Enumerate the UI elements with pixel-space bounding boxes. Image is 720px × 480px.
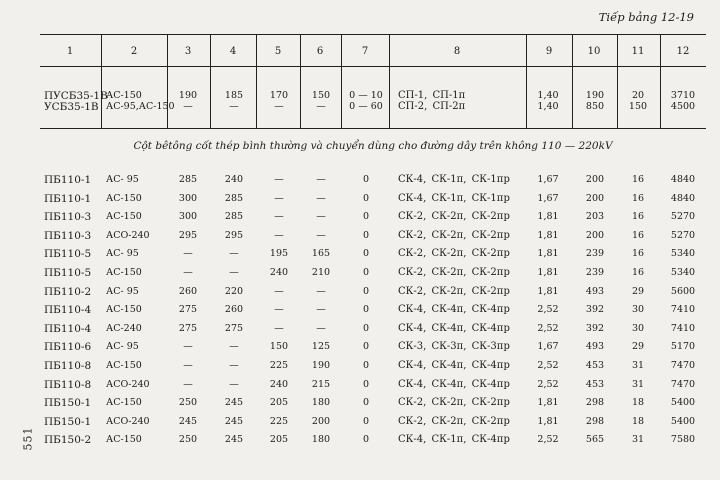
pole-type: ПБ110-1 xyxy=(44,192,92,205)
cell: — xyxy=(316,285,326,297)
page-number: 551 xyxy=(21,426,35,451)
cell: 1,67 xyxy=(537,192,559,204)
cell: 200 xyxy=(585,229,605,241)
cell: 1,67 xyxy=(537,341,559,353)
table-caption: Tiếp bảng 12-19 xyxy=(598,10,694,24)
cell: 275 xyxy=(178,322,198,334)
cell: 0 xyxy=(362,174,370,185)
pole-type: ПБ110-4 xyxy=(44,322,92,335)
cell: 260 xyxy=(224,304,244,316)
cell: 392 xyxy=(585,322,605,334)
column-header: 6 xyxy=(316,46,324,57)
cell: 4840 xyxy=(670,174,696,185)
cell: 16 xyxy=(631,248,645,260)
table-row xyxy=(0,431,720,449)
table-row xyxy=(0,283,720,301)
cell: 220 xyxy=(224,285,244,297)
cell: 565 xyxy=(585,434,605,446)
cell: 200 xyxy=(311,415,331,427)
conductor: АС-95,АС-150 xyxy=(106,101,175,112)
cell: 29 xyxy=(631,341,645,353)
cell: 20 xyxy=(631,90,645,101)
cell: 1,40 xyxy=(537,90,559,101)
table-row xyxy=(0,320,720,338)
column-header: 4 xyxy=(229,46,237,57)
cell: СК-2, СК-2п, СК-2пр xyxy=(398,415,510,427)
cell: — xyxy=(183,248,193,260)
cell: 2,52 xyxy=(537,322,559,334)
cell: 215 xyxy=(311,378,331,390)
cell: 0 xyxy=(362,341,370,353)
pole-type: ПБ110-3 xyxy=(44,229,92,242)
cell: 285 xyxy=(224,211,244,223)
cell: СК-2, СК-2п, СК-2пр xyxy=(398,211,510,223)
cell: 5270 xyxy=(670,229,696,241)
cell: 295 xyxy=(178,229,198,241)
cell: 7410 xyxy=(670,322,696,334)
cell: — xyxy=(274,285,284,297)
cell: 0 — 10 xyxy=(349,90,383,101)
cell: 298 xyxy=(585,415,605,427)
cell: 1,81 xyxy=(537,397,559,409)
cell: СК-4, СК-4п, СК-4пр xyxy=(398,378,510,390)
cell: 30 xyxy=(631,304,645,316)
cell: — xyxy=(229,360,239,371)
cell: 150 xyxy=(269,341,289,353)
cell: — xyxy=(316,322,326,334)
cell: — xyxy=(183,341,193,353)
pole-type: ПБ110-3 xyxy=(44,211,92,224)
table-row xyxy=(0,376,720,394)
conductor: АСО-240 xyxy=(106,415,150,427)
cell: 245 xyxy=(224,415,244,427)
cell: СК-4, СК-4п, СК-4пр xyxy=(398,322,510,334)
conductor: АС-150 xyxy=(106,192,142,204)
conductor: АС-150 xyxy=(106,397,142,409)
pole-type: ПУСБ35-1В xyxy=(44,90,108,102)
pole-type: ПБ110-6 xyxy=(44,341,92,354)
table-row xyxy=(0,301,720,319)
pole-type: ПБ150-1 xyxy=(44,415,92,428)
cell: 300 xyxy=(178,211,198,223)
cell: — xyxy=(274,192,284,204)
cell: 5340 xyxy=(670,248,696,260)
table-row xyxy=(0,208,720,226)
cell: 165 xyxy=(311,248,331,260)
cell: 260 xyxy=(178,285,198,297)
conductor: АС-150 xyxy=(106,360,142,371)
cell: — xyxy=(229,267,239,278)
cell: 453 xyxy=(585,360,605,371)
cell: 180 xyxy=(311,397,331,409)
column-header: 8 xyxy=(453,46,461,57)
pole-type: ПБ150-1 xyxy=(44,397,92,410)
conductor: АС- 95 xyxy=(106,248,139,260)
conductor: АС-150 xyxy=(106,434,142,446)
cell: СК-2, СК-2п, СК-2пр xyxy=(398,229,510,241)
pole-type: ПБ110-5 xyxy=(44,267,92,279)
cell: 203 xyxy=(585,211,605,223)
pole-type: ПБ110-8 xyxy=(44,378,92,391)
cell: 125 xyxy=(311,341,331,353)
cell: — xyxy=(274,322,284,334)
cell: СП-2, СП-2п xyxy=(398,101,466,112)
cell: 5600 xyxy=(670,285,696,297)
cell: 16 xyxy=(631,174,645,185)
cell: 1,67 xyxy=(537,174,559,185)
cell: 1,81 xyxy=(537,415,559,427)
cell: СК-4, СК-4п, СК-4пр xyxy=(398,304,510,316)
header-bottom-rule xyxy=(40,66,706,67)
cell: 0 xyxy=(362,229,370,241)
cell: 210 xyxy=(311,267,331,278)
table-row xyxy=(0,394,720,412)
cell: 180 xyxy=(311,434,331,446)
cell: 18 xyxy=(631,415,645,427)
cell: — xyxy=(316,192,326,204)
cell: 5170 xyxy=(670,341,696,353)
pole-type: ПБ150-2 xyxy=(44,434,92,447)
cell: 16 xyxy=(631,267,645,278)
cell: 5270 xyxy=(670,211,696,223)
conductor: АС-150 xyxy=(106,304,142,316)
cell: 16 xyxy=(631,229,645,241)
cell: 0 xyxy=(362,378,370,390)
cell: 16 xyxy=(631,211,645,223)
column-header: 10 xyxy=(587,46,601,57)
pole-type: ПБ110-4 xyxy=(44,304,92,317)
cell: 3710 xyxy=(670,90,696,101)
cell: 225 xyxy=(269,415,289,427)
cell: 240 xyxy=(269,378,289,390)
cell: 0 xyxy=(362,192,370,204)
cell: 1,81 xyxy=(537,285,559,297)
cell: 2,52 xyxy=(537,378,559,390)
cell: 0 — 60 xyxy=(349,101,383,112)
table-row xyxy=(0,245,720,263)
cell: 1,81 xyxy=(537,211,559,223)
table-row xyxy=(0,101,720,119)
table-row xyxy=(0,171,720,189)
cell: — xyxy=(183,360,193,371)
cell: СК-2, СК-2п, СК-2пр xyxy=(398,248,510,260)
cell: 7470 xyxy=(670,378,696,390)
cell: 0 xyxy=(362,434,370,446)
cell: 170 xyxy=(269,90,289,101)
cell: — xyxy=(229,378,239,390)
cell: 0 xyxy=(362,211,370,223)
cell: — xyxy=(316,174,326,185)
cell: 5400 xyxy=(670,415,696,427)
cell: — xyxy=(274,101,284,112)
table-row xyxy=(0,338,720,356)
cell: 453 xyxy=(585,378,605,390)
cell: 0 xyxy=(362,285,370,297)
cell: 245 xyxy=(178,415,198,427)
cell: 1,81 xyxy=(537,229,559,241)
cell: 5400 xyxy=(670,397,696,409)
cell: СК-4, СК-1п, СК-1пр xyxy=(398,192,510,204)
cell: — xyxy=(183,101,193,112)
cell: 2,52 xyxy=(537,434,559,446)
cell: 29 xyxy=(631,285,645,297)
cell: СК-2, СК-2п, СК-2пр xyxy=(398,285,510,297)
conductor: АС-150 xyxy=(106,267,142,278)
pole-type: ПБ110-8 xyxy=(44,360,92,372)
conductor: АСО-240 xyxy=(106,378,150,390)
cell: 16 xyxy=(631,192,645,204)
cell: 245 xyxy=(224,397,244,409)
cell: 30 xyxy=(631,322,645,334)
cell: 0 xyxy=(362,304,370,316)
cell: 200 xyxy=(585,174,605,185)
cell: — xyxy=(316,304,326,316)
cell: 0 xyxy=(362,322,370,334)
cell: 4500 xyxy=(670,101,696,112)
cell: — xyxy=(183,378,193,390)
pole-type: ПБ110-1 xyxy=(44,174,92,186)
cell: — xyxy=(229,101,239,112)
cell: 240 xyxy=(224,174,244,185)
cell: 0 xyxy=(362,248,370,260)
cell: 275 xyxy=(224,322,244,334)
cell: СК-3, СК-3п, СК-3пр xyxy=(398,341,510,353)
cell: 493 xyxy=(585,285,605,297)
cell: 300 xyxy=(178,192,198,204)
table-row xyxy=(0,190,720,208)
cell: 0 xyxy=(362,360,370,371)
cell: — xyxy=(316,229,326,241)
cell: 195 xyxy=(269,248,289,260)
cell: 5340 xyxy=(670,267,696,278)
cell: 2,52 xyxy=(537,360,559,371)
cell: — xyxy=(316,211,326,223)
column-header: 2 xyxy=(130,46,138,57)
pole-type: ПБ110-2 xyxy=(44,285,92,298)
cell: 1,40 xyxy=(537,101,559,112)
cell: 4840 xyxy=(670,192,696,204)
cell: 7580 xyxy=(670,434,696,446)
cell: 225 xyxy=(269,360,289,371)
column-header: 7 xyxy=(361,46,369,57)
cell: — xyxy=(274,174,284,185)
cell: 7470 xyxy=(670,360,696,371)
cell: 295 xyxy=(224,229,244,241)
cell: 150 xyxy=(311,90,331,101)
cell: 190 xyxy=(585,90,605,101)
column-header: 3 xyxy=(184,46,192,57)
cell: СК-2, СК-2п, СК-2пр xyxy=(398,397,510,409)
cell: 239 xyxy=(585,267,605,278)
cell: 285 xyxy=(224,192,244,204)
cell: 205 xyxy=(269,434,289,446)
section-title: Cột bêtông cốt thép bình thường và chuyển dùng cho đường dây trên không 110 — 220kV xyxy=(133,140,613,152)
cell: 18 xyxy=(631,397,645,409)
cell: СК-2, СК-2п, СК-2пр xyxy=(398,267,510,278)
cell: 0 xyxy=(362,397,370,409)
conductor: АС-150 xyxy=(106,211,142,223)
cell: 240 xyxy=(269,267,289,278)
cell: СК-4, СК-1п, СК-4пр xyxy=(398,434,510,446)
table-row xyxy=(0,227,720,245)
cell: — xyxy=(183,267,193,278)
column-header: 11 xyxy=(631,46,645,57)
cell: 2,52 xyxy=(537,304,559,316)
cell: 1,81 xyxy=(537,248,559,260)
cell: 7410 xyxy=(670,304,696,316)
pole-type: ПБ110-5 xyxy=(44,248,92,261)
cell: 250 xyxy=(178,434,198,446)
cell: 190 xyxy=(178,90,198,101)
cell: — xyxy=(229,248,239,260)
table-row xyxy=(0,413,720,431)
column-header: 1 xyxy=(66,46,74,57)
table-row xyxy=(0,264,720,282)
conductor: АСО-240 xyxy=(106,229,150,241)
cell: 185 xyxy=(224,90,244,101)
cell: 250 xyxy=(178,397,198,409)
column-header: 5 xyxy=(274,46,282,57)
table-row xyxy=(0,357,720,375)
cell: 239 xyxy=(585,248,605,260)
cell: 0 xyxy=(362,267,370,278)
cell: 150 xyxy=(628,101,648,112)
conductor: АС- 95 xyxy=(106,285,139,297)
conductor: АС- 95 xyxy=(106,174,139,185)
cell: 850 xyxy=(585,101,605,112)
cell: СК-4, СК-4п, СК-4пр xyxy=(398,360,510,371)
cell: — xyxy=(274,304,284,316)
cell: 31 xyxy=(631,378,645,390)
cell: 31 xyxy=(631,434,645,446)
cell: 493 xyxy=(585,341,605,353)
conductor: АС-240 xyxy=(106,322,142,334)
cell: 275 xyxy=(178,304,198,316)
cell: 200 xyxy=(585,192,605,204)
cell: СП-1, СП-1п xyxy=(398,90,466,101)
cell: 1,81 xyxy=(537,267,559,278)
cell: СК-4, СК-1п, СК-1пр xyxy=(398,174,510,185)
conductor: АС-150 xyxy=(106,90,142,101)
cell: 392 xyxy=(585,304,605,316)
cell: 190 xyxy=(311,360,331,371)
cell: — xyxy=(316,101,326,112)
cell: 0 xyxy=(362,415,370,427)
pole-type: УСБ35-1В xyxy=(44,101,99,113)
column-header: 9 xyxy=(545,46,553,57)
section-rule xyxy=(40,128,706,129)
column-header: 12 xyxy=(676,46,690,57)
cell: 298 xyxy=(585,397,605,409)
cell: — xyxy=(274,229,284,241)
cell: 205 xyxy=(269,397,289,409)
cell: 285 xyxy=(178,174,198,185)
table-top-rule xyxy=(40,34,706,35)
conductor: АС- 95 xyxy=(106,341,139,353)
cell: — xyxy=(229,341,239,353)
cell: 31 xyxy=(631,360,645,371)
cell: 245 xyxy=(224,434,244,446)
cell: — xyxy=(274,211,284,223)
